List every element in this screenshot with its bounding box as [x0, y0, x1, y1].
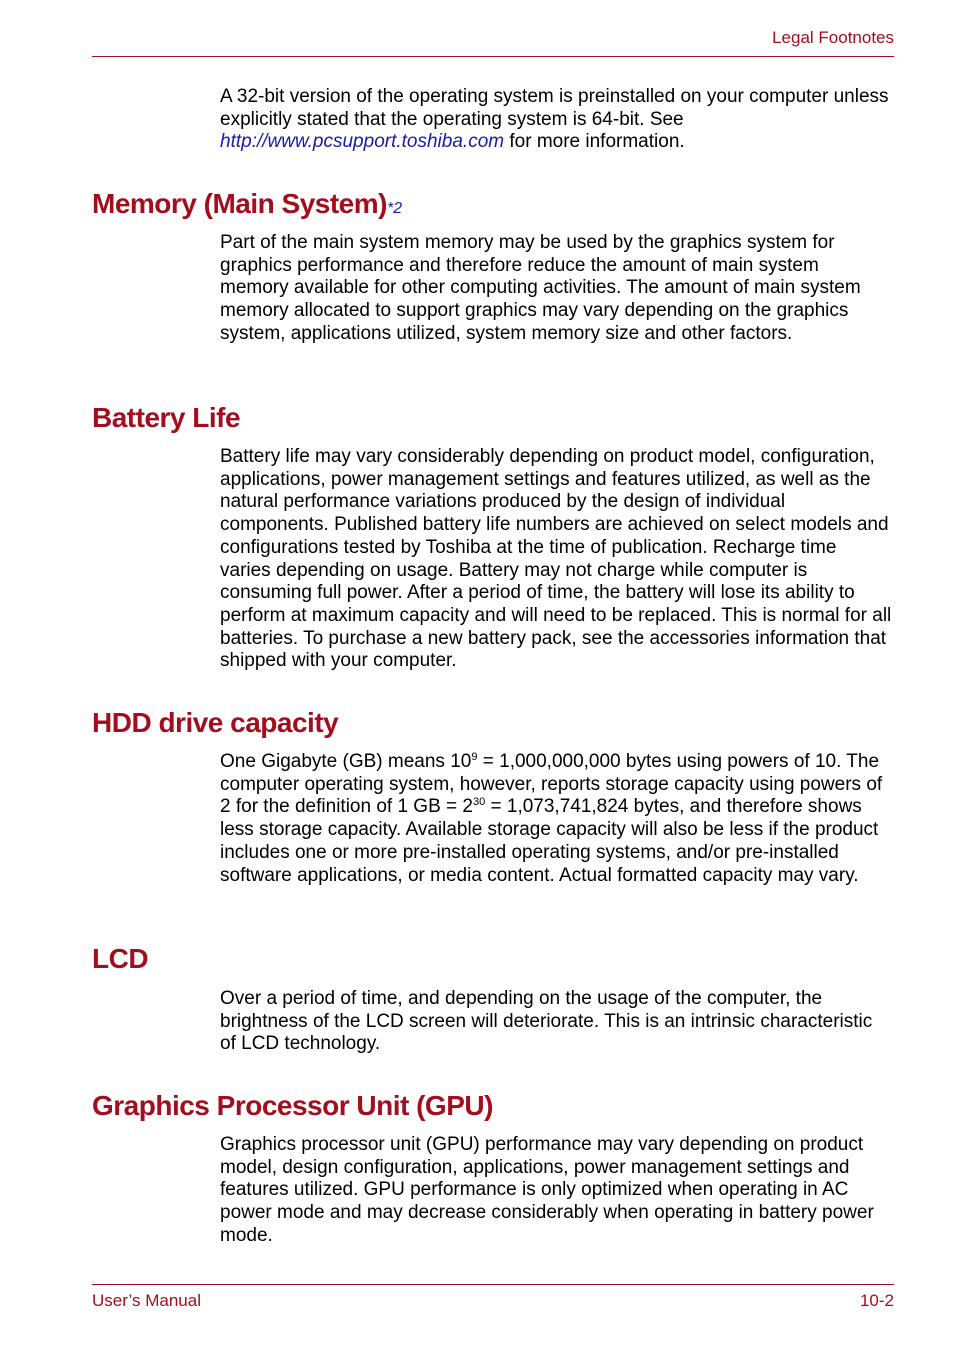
- hdd-exponent-30: 30: [472, 796, 486, 809]
- hdd-paragraph: [220, 751, 892, 887]
- footer-manual-title: User’s Manual: [92, 1291, 201, 1310]
- memory-heading: [92, 188, 402, 220]
- memory-heading-text: Memory (Main System): [92, 188, 387, 219]
- memory-paragraph: Part of the main system memory may be used by the graphics system for graphics performance and therefore reduce the amount of main system memory available for other computing activities. The amount of main system memory allocated to support graphics may vary depending on the graphics system, applications utilized, system memory size and other factors.: [220, 232, 861, 344]
- hdd-heading: HDD drive capacity: [92, 707, 339, 738]
- battery-paragraph: Battery life may vary considerably depending on product model, configuration, applications, power management settings and features utilized, as well as the natural performance variations produced by the design of individual components. Published battery life numbers are achieved on select models and configurations tested by Toshiba at the time of publication. Recharge time varies depending on usage. Battery may not charge while computer is consuming full power. After a period of time, the battery will lose its ability to perform at maximum capacity and will need to be replaced. This is normal for all batteries. To purchase a new battery pack, see the accessories information that shipped with your computer.: [220, 446, 892, 672]
- gpu-paragraph: Graphics processor unit (GPU) performance may vary depending on product model, design configuration, applications, power management settings and features utilized. GPU performance is only optimized when operating in AC power mode and may decrease considerably when operating in battery power mode.: [220, 1134, 874, 1246]
- intro-paragraph: [220, 86, 892, 154]
- footer-page-number: 10-2: [859, 1291, 894, 1310]
- lcd-heading: LCD: [92, 943, 149, 974]
- footer-rule: [92, 1284, 894, 1285]
- page-header-title: Legal Footnotes: [772, 28, 894, 47]
- hdd-text-1: One Gigabyte (GB) means 10: [220, 751, 472, 772]
- intro-text-end: for more information.: [504, 131, 685, 153]
- intro-text: A 32-bit version of the operating system is preinstalled on your computer unless explicitly stated that the operating system is 64-bit. See: [220, 86, 889, 130]
- memory-footnote-ref[interactable]: *2: [386, 200, 403, 217]
- hdd-exponent-9: 9: [471, 751, 478, 763]
- gpu-heading: Graphics Processor Unit (GPU): [92, 1090, 493, 1121]
- lcd-paragraph: Over a period of time, and depending on the usage of the computer, the brightness of the LCD screen will deteriorate. This is an intrinsic characteristic of LCD technology.: [220, 988, 873, 1055]
- hdd-text-3: = 1,073,741,824 bytes, and therefore shows less storage capacity. Available storage capacity will also be less if the product includes one or more pre-installed operating systems, and/or pre-installed software applications, or media content. Actual formatted capacity may vary.: [220, 796, 879, 886]
- pcsupport-link[interactable]: http://www.pcsupport.toshiba.com: [220, 131, 505, 153]
- battery-heading: Battery Life: [92, 402, 241, 433]
- header-rule: [92, 56, 894, 57]
- hdd-text-2: = 1,000,000,000 bytes using powers of 10. The computer operating system, however, reports storage capacity using powers of 2 for the definition of 1 GB = 2: [220, 751, 883, 818]
